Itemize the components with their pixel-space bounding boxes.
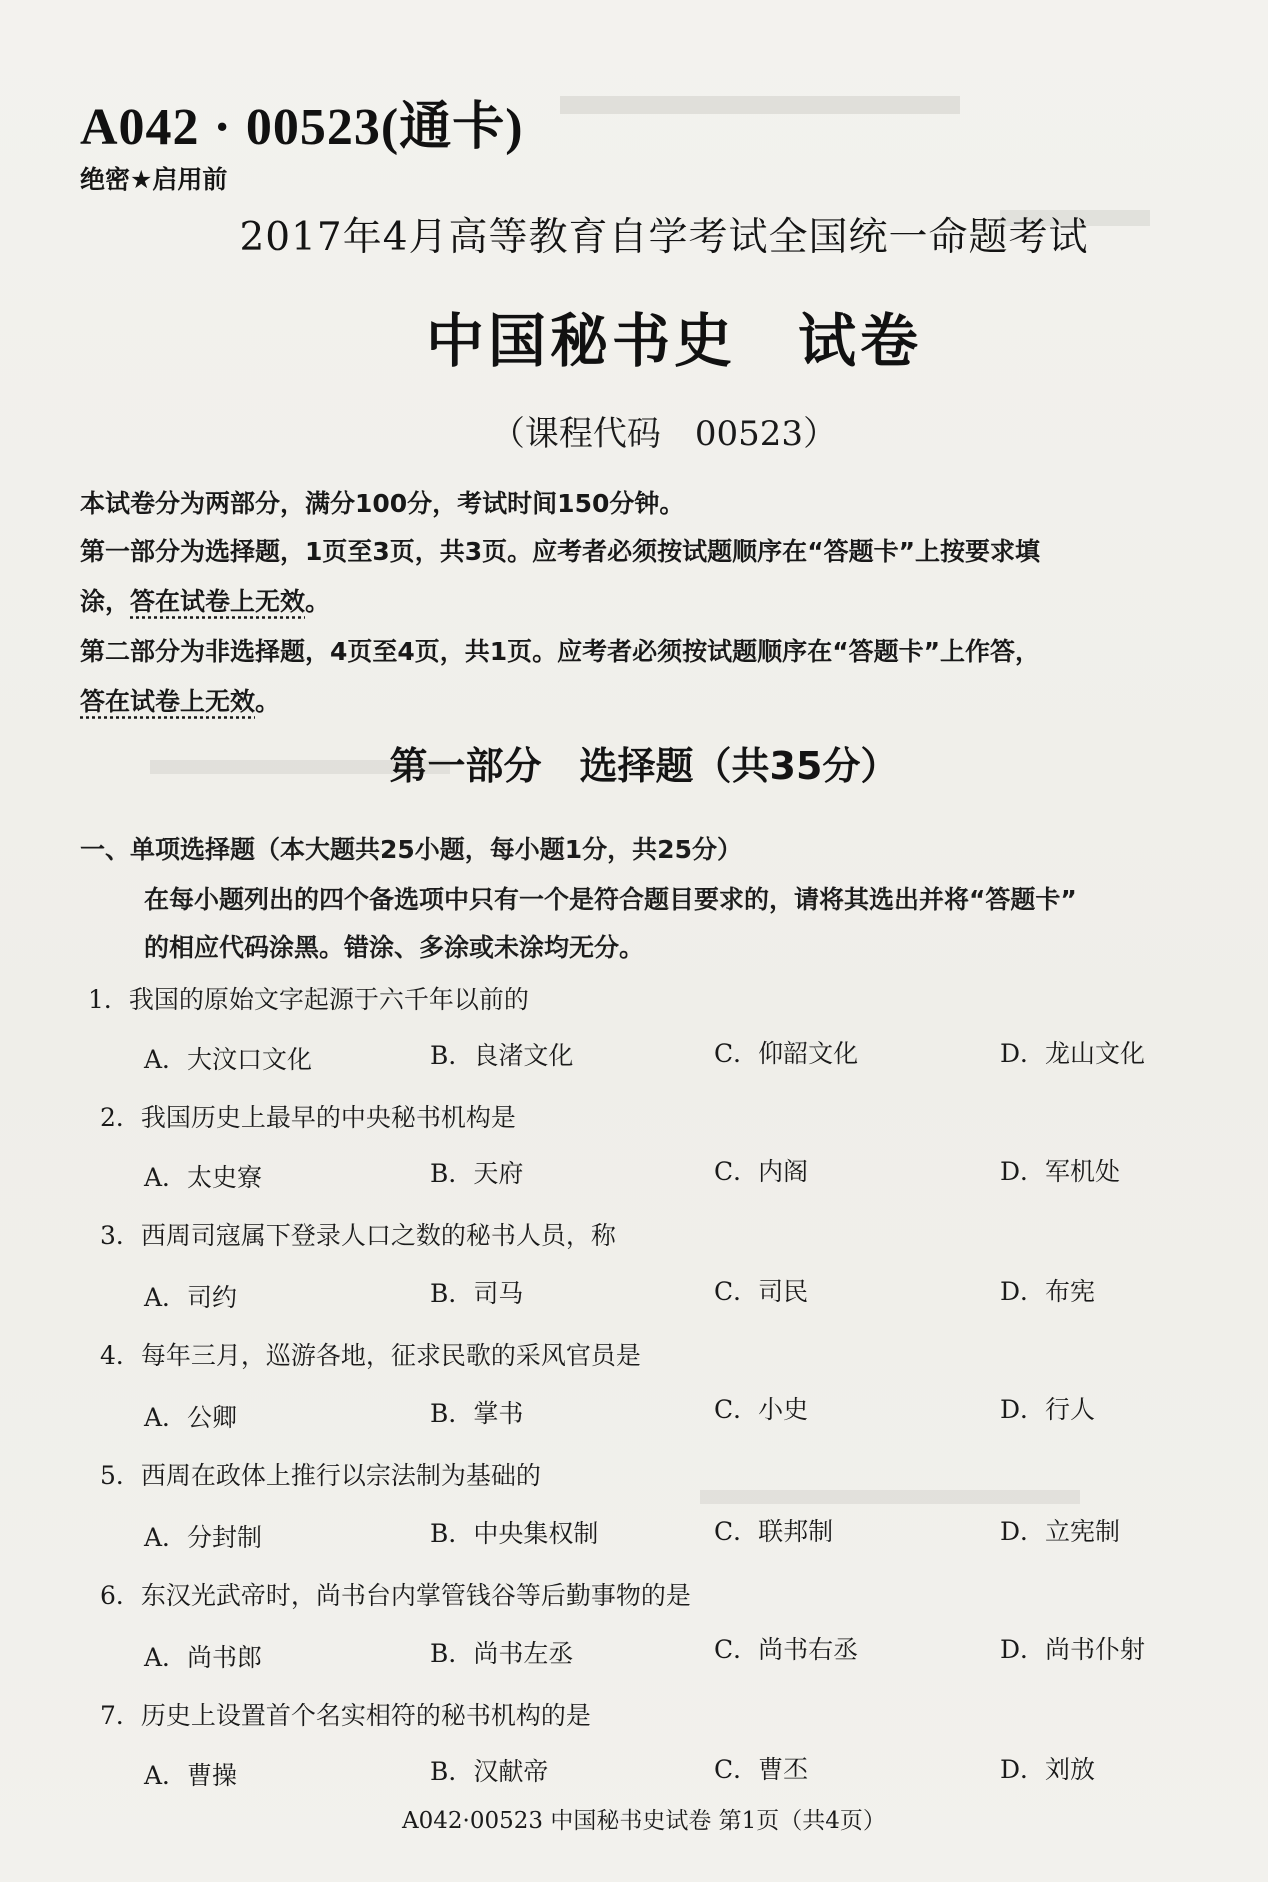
question-stem: 2．我国历史上最早的中央秘书机构是 [100, 1103, 516, 1132]
section-description-1: 在每小题列出的四个备选项中只有一个是符合题目要求的，请将其选出并将“答题卡” [144, 885, 1077, 914]
option-c: C．曹丕 [714, 1755, 809, 1784]
option-d: D．军机处 [1000, 1157, 1121, 1186]
section-heading: 一、单项选择题（本大题共25小题，每小题1分，共25分） [80, 835, 742, 864]
option-b: B．掌书 [430, 1399, 524, 1428]
option-d: D．刘放 [1000, 1755, 1096, 1784]
option-a: A．太史寮 [144, 1163, 263, 1192]
option-a: A．曹操 [144, 1761, 238, 1790]
instruction-suffix: 。 [305, 587, 331, 616]
option-c: C．联邦制 [714, 1517, 834, 1546]
instruction-line-3a: 第二部分为非选择题，4页至4页，共1页。应考者必须按试题顺序在“答题卡”上作答， [80, 637, 1041, 666]
option-d: D．行人 [1000, 1395, 1096, 1424]
option-c: C．尚书右丞 [714, 1635, 859, 1664]
question-stem: 7．历史上设置首个名实相符的秘书机构的是 [100, 1701, 591, 1730]
option-b: B．良渚文化 [430, 1041, 574, 1070]
question-stem: 4．每年三月，巡游各地，征求民歌的采风官员是 [100, 1341, 641, 1370]
option-d: D．立宪制 [1000, 1517, 1121, 1546]
option-c: C．司民 [714, 1277, 809, 1306]
option-a: A．尚书郎 [144, 1643, 263, 1672]
option-d: D．布宪 [1000, 1277, 1096, 1306]
option-c: C．小史 [714, 1395, 809, 1424]
course-code: （课程代码 00523） [490, 414, 838, 454]
option-c: C．内阁 [714, 1157, 809, 1186]
instruction-suffix: 。 [255, 687, 281, 716]
instruction-line-3b [80, 682, 280, 718]
instruction-line-2a: 第一部分为选择题，1页至3页，共3页。应考者必须按试题顺序在“答题卡”上按要求填 [80, 537, 1041, 566]
question-stem: 5．西周在政体上推行以宗法制为基础的 [100, 1461, 541, 1490]
question-stem: 6．东汉光武帝时，尚书台内掌管钱谷等后勤事物的是 [100, 1581, 691, 1610]
instruction-line-2b [80, 582, 330, 618]
instruction-prefix: 涂， [80, 587, 131, 616]
instruction-line-1: 本试卷分为两部分，满分100分，考试时间150分钟。 [80, 489, 685, 518]
paper-code: A042 · 00523(通卡) [80, 99, 524, 156]
option-c: C．仰韶文化 [714, 1039, 859, 1068]
option-d: D．龙山文化 [1000, 1039, 1146, 1068]
paper-title: 中国秘书史 试卷 [425, 307, 922, 375]
bleed-through-mark [560, 96, 960, 114]
option-b: B．中央集权制 [430, 1519, 599, 1548]
bleed-through-mark [700, 1490, 1080, 1504]
option-a: A．大汶口文化 [144, 1045, 313, 1074]
option-a: A．分封制 [144, 1523, 263, 1552]
option-d: D．尚书仆射 [1000, 1635, 1146, 1664]
instruction-emphasis: 答在试卷上无效 [80, 687, 256, 716]
page-footer: A042·00523 中国秘书史试卷 第1页（共4页） [402, 1808, 886, 1834]
option-b: B．天府 [430, 1159, 524, 1188]
instruction-emphasis: 答在试卷上无效 [130, 587, 306, 616]
part-one-title: 第一部分 选择题（共35分） [389, 744, 899, 788]
question-stem: 1．我国的原始文字起源于六千年以前的 [88, 985, 529, 1014]
option-a: A．公卿 [144, 1403, 238, 1432]
question-stem: 3．西周司寇属下登录人口之数的秘书人员，称 [100, 1221, 616, 1250]
exam-title: 2017年4月高等教育自学考试全国统一命题考试 [239, 215, 1089, 260]
option-b: B．尚书左丞 [430, 1639, 574, 1668]
secret-mark: 绝密★启用前 [80, 165, 228, 194]
option-b: B．汉献帝 [430, 1757, 549, 1786]
option-b: B．司马 [430, 1279, 524, 1308]
option-a: A．司约 [144, 1283, 238, 1312]
section-description-2: 的相应代码涂黑。错涂、多涂或未涂均无分。 [144, 933, 645, 962]
